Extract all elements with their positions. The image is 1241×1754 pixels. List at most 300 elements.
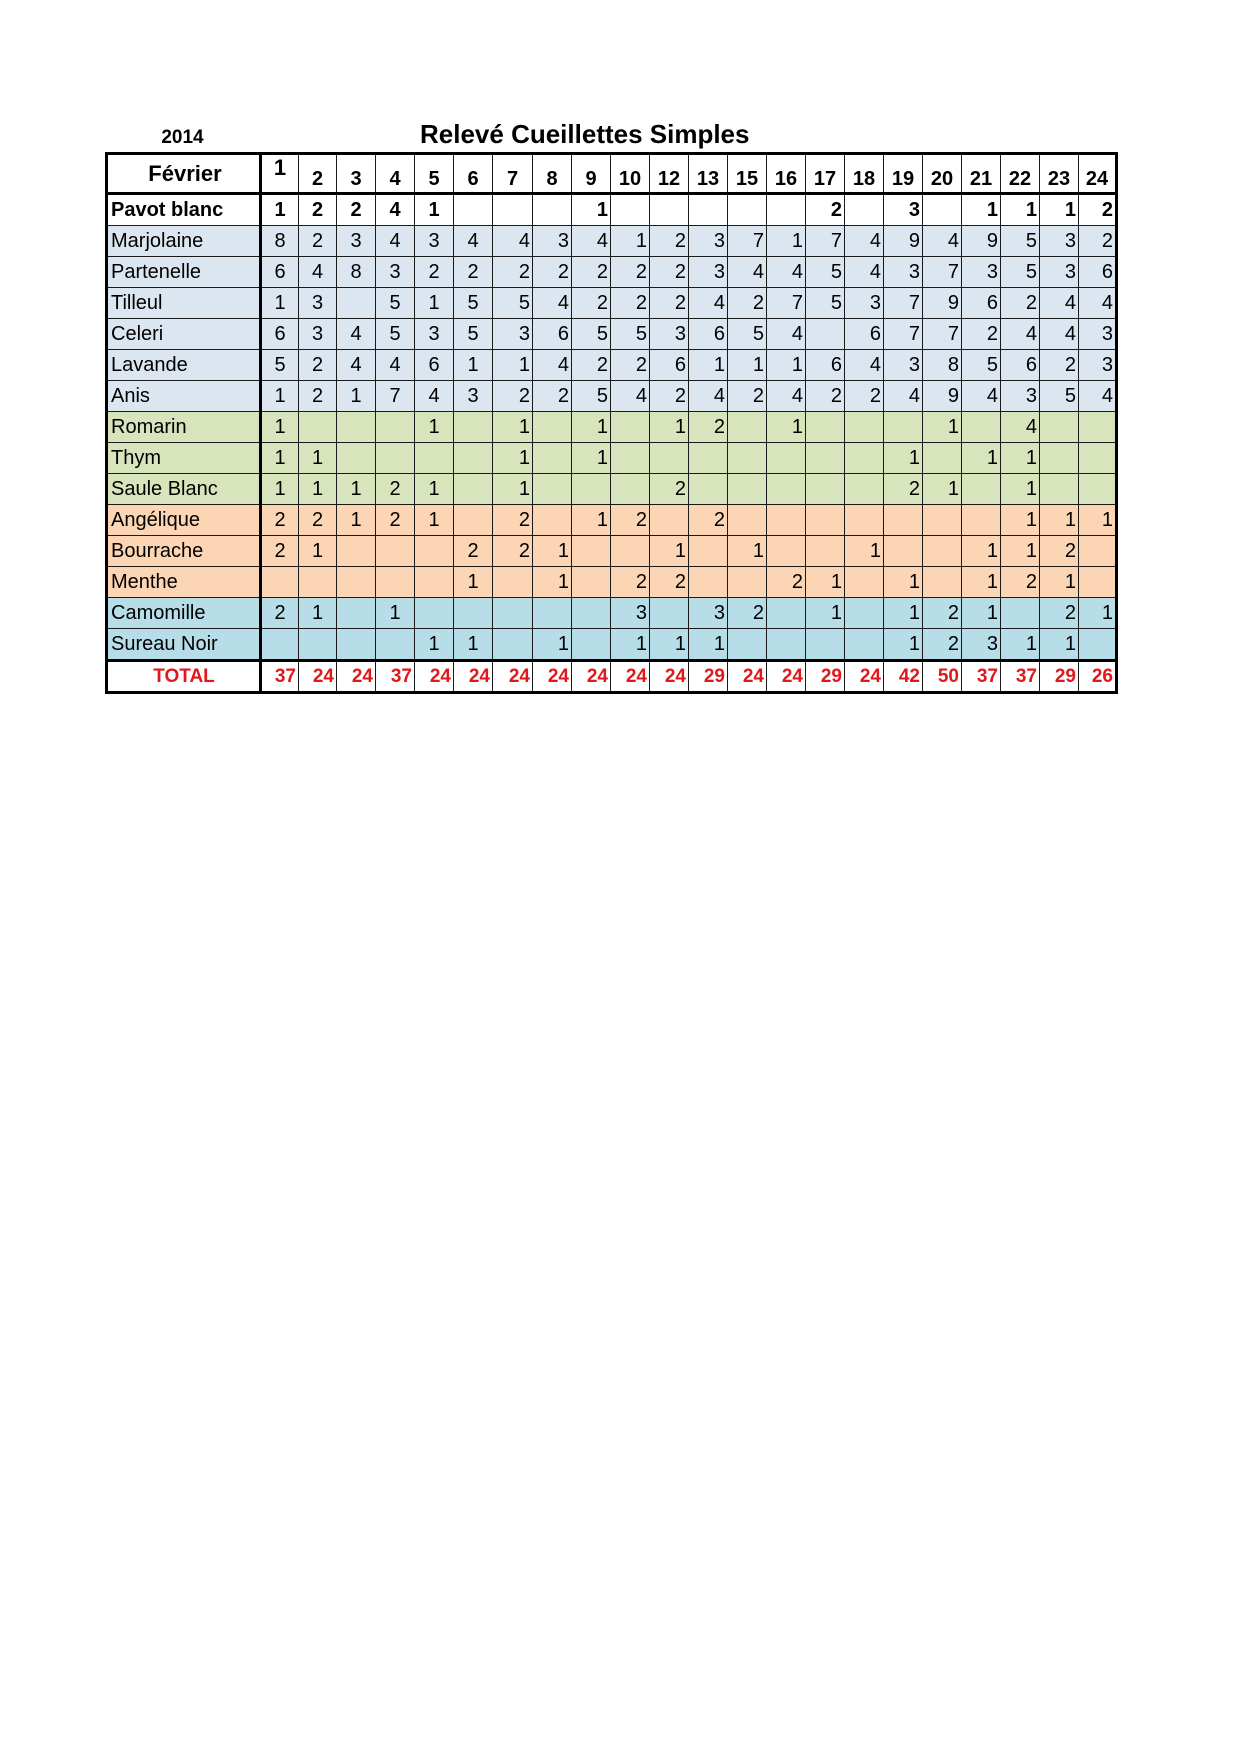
table-cell: 2: [337, 194, 376, 226]
table-cell: 2: [650, 474, 689, 505]
table-cell: 2: [572, 350, 611, 381]
table-cell: [415, 443, 454, 474]
total-cell: 24: [533, 661, 572, 693]
table-cell: [454, 194, 493, 226]
table-cell: 1: [962, 536, 1001, 567]
table-cell: 7: [884, 288, 923, 319]
table-cell: 1: [572, 412, 611, 443]
table-cell: 9: [884, 226, 923, 257]
plant-name: Lavande: [107, 350, 261, 381]
table-cell: [1079, 443, 1117, 474]
table-cell: 1: [261, 288, 299, 319]
table-cell: [689, 536, 728, 567]
table-cell: [611, 474, 650, 505]
table-cell: 5: [572, 319, 611, 350]
total-cell: 24: [611, 661, 650, 693]
table-cell: 1: [806, 567, 845, 598]
total-cell: 29: [1040, 661, 1079, 693]
table-cell: 1: [337, 381, 376, 412]
table-cell: 3: [415, 226, 454, 257]
plant-name: Anis: [107, 381, 261, 412]
table-cell: [376, 443, 415, 474]
table-cell: 4: [728, 257, 767, 288]
table-cell: 2: [1001, 288, 1040, 319]
total-cell: 24: [845, 661, 884, 693]
day-header: 5: [415, 154, 454, 194]
table-cell: 4: [1001, 412, 1040, 443]
table-cell: 1: [806, 598, 845, 629]
table-cell: 1: [962, 194, 1001, 226]
table-cell: [923, 194, 962, 226]
table-cell: 1: [493, 474, 533, 505]
table-cell: [806, 412, 845, 443]
table-cell: [337, 443, 376, 474]
table-cell: [1001, 598, 1040, 629]
table-cell: 4: [533, 350, 572, 381]
table-cell: 1: [454, 629, 493, 661]
day-header: 19: [884, 154, 923, 194]
table-cell: 2: [923, 598, 962, 629]
table-cell: [611, 194, 650, 226]
table-cell: 5: [1040, 381, 1079, 412]
table-cell: 2: [689, 412, 728, 443]
table-cell: [767, 505, 806, 536]
table-cell: 4: [493, 226, 533, 257]
table-cell: 6: [261, 319, 299, 350]
plant-name: Thym: [107, 443, 261, 474]
table-cell: 2: [572, 288, 611, 319]
table-cell: 1: [261, 474, 299, 505]
table-cell: 6: [806, 350, 845, 381]
table-cell: 6: [650, 350, 689, 381]
table-cell: 1: [1040, 505, 1079, 536]
table-cell: 3: [689, 598, 728, 629]
table-cell: 6: [533, 319, 572, 350]
table-cell: 7: [728, 226, 767, 257]
table-cell: 1: [533, 629, 572, 661]
table-cell: [572, 536, 611, 567]
table-cell: 3: [1040, 257, 1079, 288]
table-cell: [337, 288, 376, 319]
table-row: [107, 257, 1117, 288]
table-cell: [299, 629, 337, 661]
table-cell: [1079, 412, 1117, 443]
table-cell: 2: [493, 536, 533, 567]
harvest-table: [105, 152, 1118, 694]
table-cell: 1: [1001, 194, 1040, 226]
plant-name: Celeri: [107, 319, 261, 350]
table-cell: 3: [415, 319, 454, 350]
table-cell: 1: [533, 536, 572, 567]
table-cell: 2: [1079, 226, 1117, 257]
table-cell: 1: [1040, 629, 1079, 661]
table-cell: [337, 536, 376, 567]
table-cell: 1: [728, 350, 767, 381]
table-row: [107, 319, 1117, 350]
table-cell: [728, 629, 767, 661]
day-header: 7: [493, 154, 533, 194]
table-cell: 2: [299, 226, 337, 257]
table-cell: 2: [493, 257, 533, 288]
table-cell: 1: [767, 412, 806, 443]
table-cell: 2: [728, 381, 767, 412]
table-cell: 2: [728, 598, 767, 629]
day-header: 18: [845, 154, 884, 194]
table-cell: [533, 598, 572, 629]
table-cell: 2: [611, 505, 650, 536]
table-cell: 2: [689, 505, 728, 536]
table-cell: [611, 443, 650, 474]
table-row: [107, 412, 1117, 443]
table-cell: 1: [337, 474, 376, 505]
table-cell: [845, 194, 884, 226]
table-row: [107, 474, 1117, 505]
table-cell: 1: [1001, 474, 1040, 505]
header-row: [107, 154, 1117, 194]
table-cell: [299, 412, 337, 443]
table-cell: 4: [767, 381, 806, 412]
table-cell: 3: [1079, 350, 1117, 381]
table-cell: 1: [1040, 194, 1079, 226]
table-cell: 1: [1001, 536, 1040, 567]
table-cell: 2: [767, 567, 806, 598]
table-cell: 5: [376, 288, 415, 319]
table-cell: [923, 443, 962, 474]
table-cell: 2: [454, 257, 493, 288]
table-cell: 1: [415, 474, 454, 505]
table-cell: 2: [806, 381, 845, 412]
table-cell: 5: [376, 319, 415, 350]
table-cell: 1: [1001, 505, 1040, 536]
table-cell: 6: [845, 319, 884, 350]
table-cell: [1040, 412, 1079, 443]
day-header: 1: [261, 154, 299, 194]
table-row: [107, 505, 1117, 536]
table-cell: [806, 505, 845, 536]
table-row: [107, 226, 1117, 257]
table-cell: [376, 567, 415, 598]
table-cell: 2: [923, 629, 962, 661]
table-cell: 2: [299, 194, 337, 226]
total-cell: 50: [923, 661, 962, 693]
table-cell: 3: [689, 226, 728, 257]
plant-name: Saule Blanc: [107, 474, 261, 505]
table-cell: 1: [299, 474, 337, 505]
table-cell: 2: [884, 474, 923, 505]
table-cell: 2: [493, 381, 533, 412]
plant-name: Menthe: [107, 567, 261, 598]
table-cell: 1: [261, 381, 299, 412]
table-cell: [650, 443, 689, 474]
day-header: 20: [923, 154, 962, 194]
table-cell: 1: [533, 567, 572, 598]
table-cell: 3: [454, 381, 493, 412]
total-cell: 24: [299, 661, 337, 693]
table-cell: 4: [845, 257, 884, 288]
table-cell: [337, 567, 376, 598]
table-cell: [572, 474, 611, 505]
table-cell: 2: [962, 319, 1001, 350]
table-cell: 1: [650, 629, 689, 661]
table-cell: 2: [1040, 598, 1079, 629]
table-cell: 4: [767, 319, 806, 350]
table-cell: [454, 505, 493, 536]
table-cell: 1: [415, 412, 454, 443]
table-cell: 4: [376, 350, 415, 381]
table-cell: [923, 505, 962, 536]
table-cell: [767, 598, 806, 629]
table-cell: 1: [845, 536, 884, 567]
table-cell: 5: [572, 381, 611, 412]
day-header: 6: [454, 154, 493, 194]
day-header: 13: [689, 154, 728, 194]
table-cell: 2: [454, 536, 493, 567]
table-cell: 3: [884, 257, 923, 288]
total-cell: 24: [454, 661, 493, 693]
table-cell: [533, 443, 572, 474]
table-cell: 2: [299, 505, 337, 536]
table-cell: 6: [261, 257, 299, 288]
table-cell: 2: [611, 567, 650, 598]
table-cell: [376, 536, 415, 567]
table-cell: [884, 536, 923, 567]
table-cell: 1: [493, 412, 533, 443]
total-cell: 37: [962, 661, 1001, 693]
table-cell: 3: [299, 319, 337, 350]
table-cell: [728, 567, 767, 598]
plant-name: Angélique: [107, 505, 261, 536]
table-cell: 2: [611, 350, 650, 381]
table-cell: 5: [454, 288, 493, 319]
table-cell: [845, 443, 884, 474]
table-cell: [845, 567, 884, 598]
table-cell: 6: [962, 288, 1001, 319]
table-cell: 1: [493, 350, 533, 381]
table-cell: [454, 412, 493, 443]
table-cell: 7: [884, 319, 923, 350]
table-cell: 5: [261, 350, 299, 381]
table-cell: [533, 412, 572, 443]
table-cell: [884, 505, 923, 536]
table-cell: 4: [533, 288, 572, 319]
table-cell: [533, 505, 572, 536]
table-cell: [261, 629, 299, 661]
day-header: 9: [572, 154, 611, 194]
table-cell: 1: [572, 443, 611, 474]
table-cell: 8: [923, 350, 962, 381]
table-cell: 4: [689, 381, 728, 412]
table-cell: [493, 629, 533, 661]
table-cell: 3: [493, 319, 533, 350]
day-header: 15: [728, 154, 767, 194]
table-cell: 2: [572, 257, 611, 288]
table-cell: 7: [923, 319, 962, 350]
table-cell: [767, 194, 806, 226]
table-cell: 5: [454, 319, 493, 350]
table-cell: 1: [689, 350, 728, 381]
table-cell: 4: [884, 381, 923, 412]
table-cell: 1: [299, 598, 337, 629]
table-cell: 1: [1001, 629, 1040, 661]
table-cell: [767, 474, 806, 505]
day-header: 3: [337, 154, 376, 194]
table-cell: 1: [650, 536, 689, 567]
table-cell: 5: [728, 319, 767, 350]
table-cell: 2: [728, 288, 767, 319]
table-cell: 1: [962, 443, 1001, 474]
table-cell: 2: [845, 381, 884, 412]
table-cell: 9: [923, 381, 962, 412]
table-cell: 2: [533, 381, 572, 412]
table-cell: [454, 474, 493, 505]
day-header: 21: [962, 154, 1001, 194]
plant-name: Camomille: [107, 598, 261, 629]
table-cell: 1: [728, 536, 767, 567]
table-cell: 8: [337, 257, 376, 288]
day-header: 12: [650, 154, 689, 194]
table-cell: 1: [767, 350, 806, 381]
table-cell: [376, 412, 415, 443]
table-cell: 1: [415, 629, 454, 661]
total-cell: 29: [689, 661, 728, 693]
table-cell: 3: [337, 226, 376, 257]
table-cell: [689, 194, 728, 226]
table-cell: 3: [689, 257, 728, 288]
table-cell: [572, 567, 611, 598]
table-cell: 3: [1079, 319, 1117, 350]
table-cell: 1: [884, 443, 923, 474]
table-cell: [572, 629, 611, 661]
table-cell: [728, 412, 767, 443]
table-cell: [1040, 443, 1079, 474]
table-cell: [1079, 474, 1117, 505]
table-cell: 3: [650, 319, 689, 350]
table-cell: [923, 567, 962, 598]
table-cell: 1: [884, 598, 923, 629]
table-cell: [962, 505, 1001, 536]
table-cell: 3: [611, 598, 650, 629]
table-cell: [650, 194, 689, 226]
table-cell: 3: [1040, 226, 1079, 257]
table-cell: [493, 194, 533, 226]
table-row: [107, 288, 1117, 319]
table-row: [107, 350, 1117, 381]
table-row: [107, 598, 1117, 629]
table-cell: 3: [533, 226, 572, 257]
table-cell: [493, 567, 533, 598]
table-cell: 4: [845, 350, 884, 381]
table-cell: [689, 567, 728, 598]
table-cell: 4: [845, 226, 884, 257]
table-cell: 2: [376, 474, 415, 505]
table-cell: 3: [299, 288, 337, 319]
day-header: 23: [1040, 154, 1079, 194]
table-cell: 2: [415, 257, 454, 288]
total-cell: 24: [650, 661, 689, 693]
table-cell: 1: [923, 474, 962, 505]
table-cell: [454, 443, 493, 474]
table-cell: 1: [1040, 567, 1079, 598]
table-cell: 9: [923, 288, 962, 319]
table-cell: 1: [415, 288, 454, 319]
table-cell: 1: [454, 350, 493, 381]
plant-name: Partenelle: [107, 257, 261, 288]
table-cell: 2: [299, 350, 337, 381]
plant-name: Bourrache: [107, 536, 261, 567]
table-cell: 4: [337, 319, 376, 350]
table-cell: [728, 194, 767, 226]
table-cell: 1: [923, 412, 962, 443]
day-header: 8: [533, 154, 572, 194]
table-cell: 1: [299, 443, 337, 474]
table-row: [107, 381, 1117, 412]
table-cell: 4: [1040, 319, 1079, 350]
table-cell: 1: [650, 412, 689, 443]
table-cell: [261, 567, 299, 598]
table-cell: 1: [572, 505, 611, 536]
table-cell: [337, 598, 376, 629]
table-cell: [845, 505, 884, 536]
table-cell: 1: [962, 567, 1001, 598]
table-cell: [767, 536, 806, 567]
table-cell: 2: [299, 381, 337, 412]
table-cell: 5: [1001, 257, 1040, 288]
table-cell: [806, 536, 845, 567]
total-label: TOTAL: [107, 661, 261, 693]
table-cell: 4: [337, 350, 376, 381]
table-cell: [415, 598, 454, 629]
table-cell: 6: [1001, 350, 1040, 381]
table-cell: 4: [1040, 288, 1079, 319]
plant-name: Sureau Noir: [107, 629, 261, 661]
table-cell: 1: [261, 412, 299, 443]
table-cell: [845, 629, 884, 661]
total-cell: 24: [493, 661, 533, 693]
table-cell: 2: [493, 505, 533, 536]
table-cell: 3: [1001, 381, 1040, 412]
table-cell: 2: [376, 505, 415, 536]
day-header: 22: [1001, 154, 1040, 194]
table-cell: [337, 412, 376, 443]
table-cell: 5: [493, 288, 533, 319]
table-cell: 3: [962, 257, 1001, 288]
table-cell: 2: [611, 288, 650, 319]
table-cell: 3: [845, 288, 884, 319]
table-cell: 1: [962, 598, 1001, 629]
table-cell: [806, 474, 845, 505]
table-cell: [299, 567, 337, 598]
table-cell: 4: [1079, 288, 1117, 319]
table-cell: [454, 598, 493, 629]
table-cell: 6: [415, 350, 454, 381]
table-cell: 5: [962, 350, 1001, 381]
table-cell: [1079, 629, 1117, 661]
table-cell: 1: [572, 194, 611, 226]
table-cell: [845, 474, 884, 505]
table-cell: 7: [767, 288, 806, 319]
table-cell: 1: [767, 226, 806, 257]
table-cell: [845, 412, 884, 443]
table-cell: 1: [689, 629, 728, 661]
table-cell: [1040, 474, 1079, 505]
plant-name: Romarin: [107, 412, 261, 443]
table-cell: [728, 505, 767, 536]
table-row: [107, 536, 1117, 567]
table-cell: 1: [884, 567, 923, 598]
table-cell: 7: [376, 381, 415, 412]
table-cell: [1079, 567, 1117, 598]
table-cell: [650, 598, 689, 629]
